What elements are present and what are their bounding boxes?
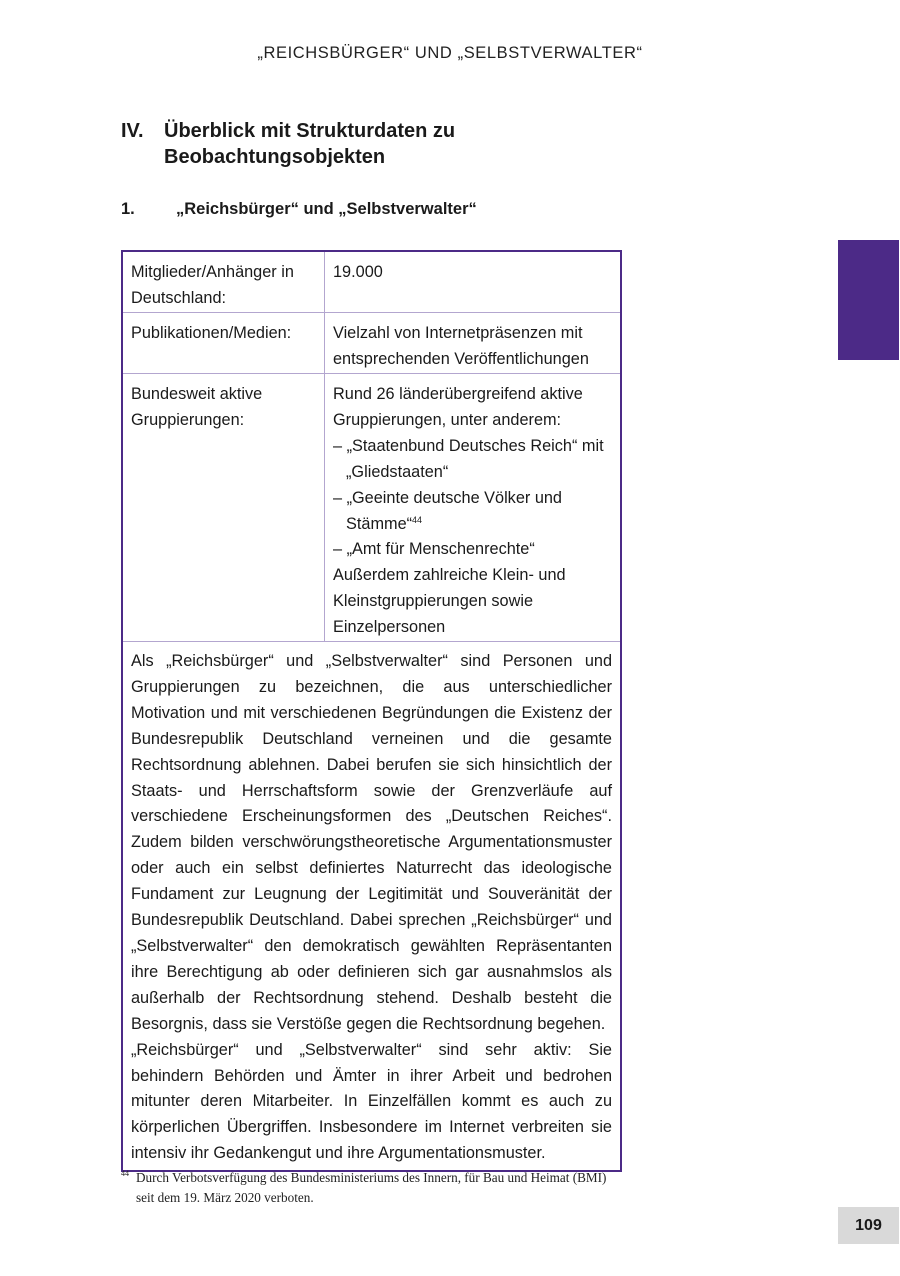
table-row: [123, 313, 620, 374]
members-value: 19.000: [333, 263, 383, 281]
table-row: [123, 374, 620, 642]
members-label: Mitglieder/Anhänger in Deutschland:: [123, 252, 325, 312]
description-paragraph: „Reichsbürger“ und „Selbstverwalter“ sind sehr aktiv: Sie behindern Behörden und Ämter in ihrer Arbeit und bedrohen mitunter deren Mitarbeiter. In Einzelfällen kommt es auch zu körperlichen Übergriffen. Insbesondere im Internet verbreiten sie intensiv ihr Gedankengut und ihre Argumentationsmuster.: [131, 1040, 612, 1163]
group-list-item: – „Staatenbund Deutsches Reich“ mit „Gliedstaaten“: [333, 436, 604, 481]
group-list-item: – „Amt für Menschenrechte“: [333, 540, 535, 559]
group-list-item-text: – „Geeinte deutsche Völker und Stämme“: [333, 488, 562, 533]
table-row: [123, 252, 620, 313]
description-paragraph: Als „Reichsbürger“ und „Selbstverwalter“ sind Personen und Gruppierungen zu bezeichnen, die aus unterschiedlicher Motivation und mit verschiedenen Begründungen die Existenz der Bundesrepublik Deutschland verneinen und die gesamte Rechtsordnung ablehnen. Dabei berufen sie sich hinsichtlich der Staats- und Herrschaftsform sowie der Grenzverläufe auf verschiedene Erscheinungsformen des „Deutschen Reiches“. Zudem bilden verschwörungstheoretische Argumentationsmuster oder auch ein selbst definiertes Naturrecht das ideologische Fundament zur Leugnung der Legitimität und Souveränität der Bundesrepublik Deutschland. Dabei sprechen „Reichsbürger“ und „Selbstverwalter“ den demokratisch gewählten Repräsentanten ihre Berechtigung ab oder definieren sich gar ausnahmslos als außerhalb der Rechtsordnung stehend. Deshalb besteht die Besorgnis, dass sie Verstöße gegen die Rechtsordnung begehen.: [131, 652, 612, 1033]
groups-outro: Außerdem zahlreiche Klein- und Kleinstgruppierungen sowie Einzelpersonen: [333, 566, 566, 637]
running-header: „REICHSBÜRGER“ UND „SELBSTVERWALTER“: [257, 44, 643, 62]
footnote: [121, 1168, 621, 1207]
group-list-item: [333, 486, 612, 538]
groups-intro: Rund 26 länderübergreifend aktive Gruppierungen, unter anderem:: [333, 385, 583, 429]
page-number: 109: [838, 1207, 899, 1244]
groups-value: [325, 374, 620, 641]
section-number: IV.: [121, 120, 144, 142]
section-title: Überblick mit Strukturdaten zu Beobachtungsobjekten: [164, 120, 456, 168]
subsection-title: „Reichsbürger“ und „Selbstverwalter“: [176, 200, 477, 218]
groups-label: Bundesweit aktive Gruppierungen:: [123, 374, 325, 641]
publications-value: Vielzahl von Internetpräsenzen mit entsprechenden Veröffentlichungen: [333, 324, 589, 368]
description-cell: [123, 642, 620, 1170]
footnote-reference[interactable]: 44: [412, 514, 423, 525]
chapter-tab-marker: [838, 240, 899, 360]
publications-label: Publikationen/Medien:: [123, 313, 325, 373]
subsection-number: 1.: [121, 200, 135, 218]
structure-data-table: [121, 250, 622, 1172]
footnote-number: 44: [121, 1169, 129, 1178]
footnote-text: Durch Verbotsverfügung des Bundesministeriums des Innern, für Bau und Heimat (BMI) seit dem 19. März 2020 verboten.: [136, 1170, 607, 1205]
